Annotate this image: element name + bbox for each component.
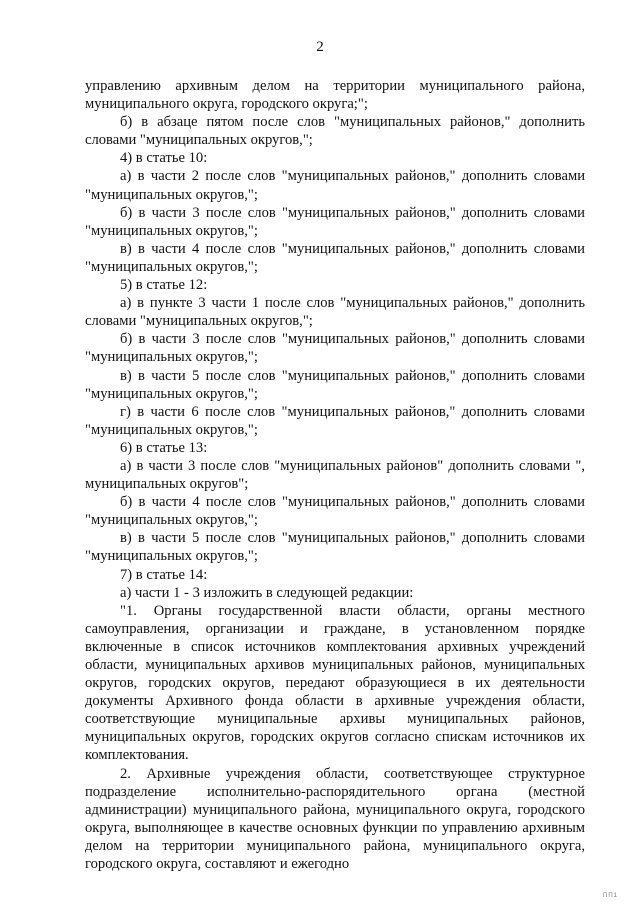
paragraph: а) в пункте 3 части 1 после слов "муниципальных районов," дополнить словами "муниципальных округов,"; (85, 295, 585, 330)
paragraph: а) части 1 - 3 изложить в следующей редакции: (120, 584, 414, 601)
paragraph: б) в части 3 после слов "муниципальных районов," дополнить словами "муниципальных округов,"; (85, 331, 585, 366)
paragraph: в) в части 5 после слов "муниципальных районов," дополнить словами "муниципальных округов,"; (85, 367, 585, 402)
paragraph: 5) в статье 12: (120, 277, 208, 294)
page-number: 2 (316, 39, 324, 55)
paragraph: б) в части 4 после слов "муниципальных районов," дополнить словами "муниципальных округов,"; (85, 494, 585, 529)
footer-mark: ПП1 (603, 893, 618, 899)
paragraph: г) в части 6 после слов "муниципальных районов," дополнить словами "муниципальных округов,"; (85, 403, 585, 438)
paragraph: 7) в статье 14: (120, 566, 208, 583)
paragraph: б) в абзаце пятом после слов "муниципальных районов," дополнить словами "муниципальных округов,"; (85, 114, 585, 149)
paragraph: в) в части 4 после слов "муниципальных районов," дополнить словами "муниципальных округов,"; (85, 240, 585, 275)
paragraph: "1. Органы государственной власти области, органы местного самоуправления, организации и граждане, в установленном порядке включенные в список источников комплектования архивных учреждений области, муниципальных архивов муниципальных районов, муниципальных округов, городских округов, передают образующиеся в их деятельности документы Архивного фонда области в архивные учреждения области, соответствующие муниципальные архивы муниципальных районов, муниципальных округов, городских округов согласно спискам источников их комплектования. (85, 602, 585, 764)
paragraph: 6) в статье 13: (120, 439, 208, 456)
paragraph: управлению архивным делом на территории муниципального района, муниципального округа, городского округа;"; (85, 78, 585, 113)
paragraph: 4) в статье 10: (120, 150, 208, 167)
paragraph: 2. Архивные учреждения области, соответствующее структурное подразделение исполнительно-распорядительного органа (местной администрации) муниципального района, муниципального округа, городского округа, выполняющее в качестве основных функции по управлению архивным делом на территории муниципального района, муниципального округа, городского округа, составляют и ежегодно (85, 765, 585, 873)
paragraph: в) в части 5 после слов "муниципальных районов," дополнить словами "муниципальных округов,"; (85, 530, 585, 565)
document-body (85, 77, 585, 873)
paragraph: а) в части 2 после слов "муниципальных районов," дополнить словами "муниципальных округов,"; (85, 168, 585, 203)
paragraph: а) в части 3 после слов "муниципальных районов" дополнить словами ", муниципальных округов"; (85, 457, 585, 493)
paragraph: б) в части 3 после слов "муниципальных районов," дополнить словами "муниципальных округов,"; (85, 204, 585, 239)
